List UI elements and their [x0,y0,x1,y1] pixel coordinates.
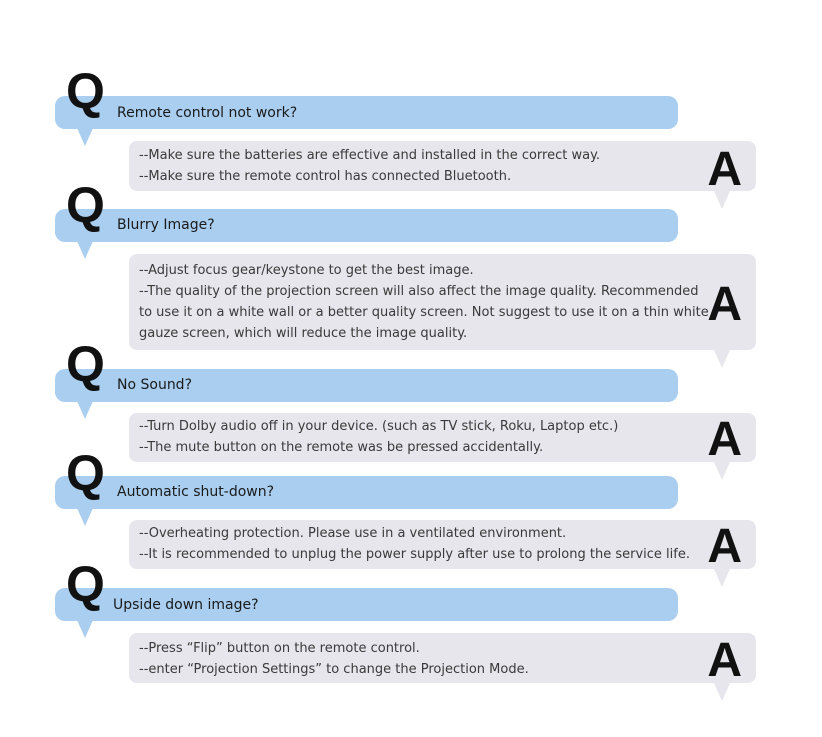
answer-text [139,638,714,680]
answer-line: --Make sure the remote control has connected Bluetooth. [139,169,512,184]
answer-text [139,416,714,458]
answer-line: --Press “Flip” button on the remote control. [139,641,420,656]
a-icon: A [707,413,742,466]
answer-text [139,260,714,344]
a-icon: A [707,278,742,331]
answer-bubble [129,413,756,466]
answer-bubble [129,254,756,350]
q-icon: Q [66,336,105,392]
question-text: Upside down image? [113,597,259,613]
answer-line: --The quality of the projection screen will also affect the image quality. Recommended to use it on a white wall or a better quality screen. Not suggest to use it on a thin white gauze screen, which will reduce the image quality. [139,284,709,341]
q-icon: Q [66,63,105,119]
question-text: Remote control not work? [117,105,298,121]
question-text: Blurry Image? [117,217,215,233]
answer-bubble [129,520,756,573]
a-icon: A [707,634,742,687]
question-text: No Sound? [117,377,193,393]
answer-text [139,145,714,187]
q-icon: Q [66,556,105,612]
answer-bubble [129,141,756,196]
question-text: Automatic shut-down? [117,484,275,500]
answer-line: --enter “Projection Settings” to change the Projection Mode. [139,662,529,677]
a-icon: A [707,143,742,196]
q-icon: Q [66,177,105,233]
q-icon: Q [66,445,105,501]
answer-line: --It is recommended to unplug the power supply after use to prolong the service life. [139,547,690,562]
a-icon: A [707,520,742,573]
answer-line: --Adjust focus gear/keystone to get the best image. [139,263,474,278]
answer-line: --Make sure the batteries are effective and installed in the correct way. [139,148,601,163]
answer-line: --The mute button on the remote was be pressed accidentally. [139,440,544,455]
answer-line: --Turn Dolby audio off in your device. (such as TV stick, Roku, Laptop etc.) [139,419,619,434]
answer-line: --Overheating protection. Please use in a ventilated environment. [139,526,567,541]
answer-bubble [129,633,756,687]
answer-text [139,523,714,565]
